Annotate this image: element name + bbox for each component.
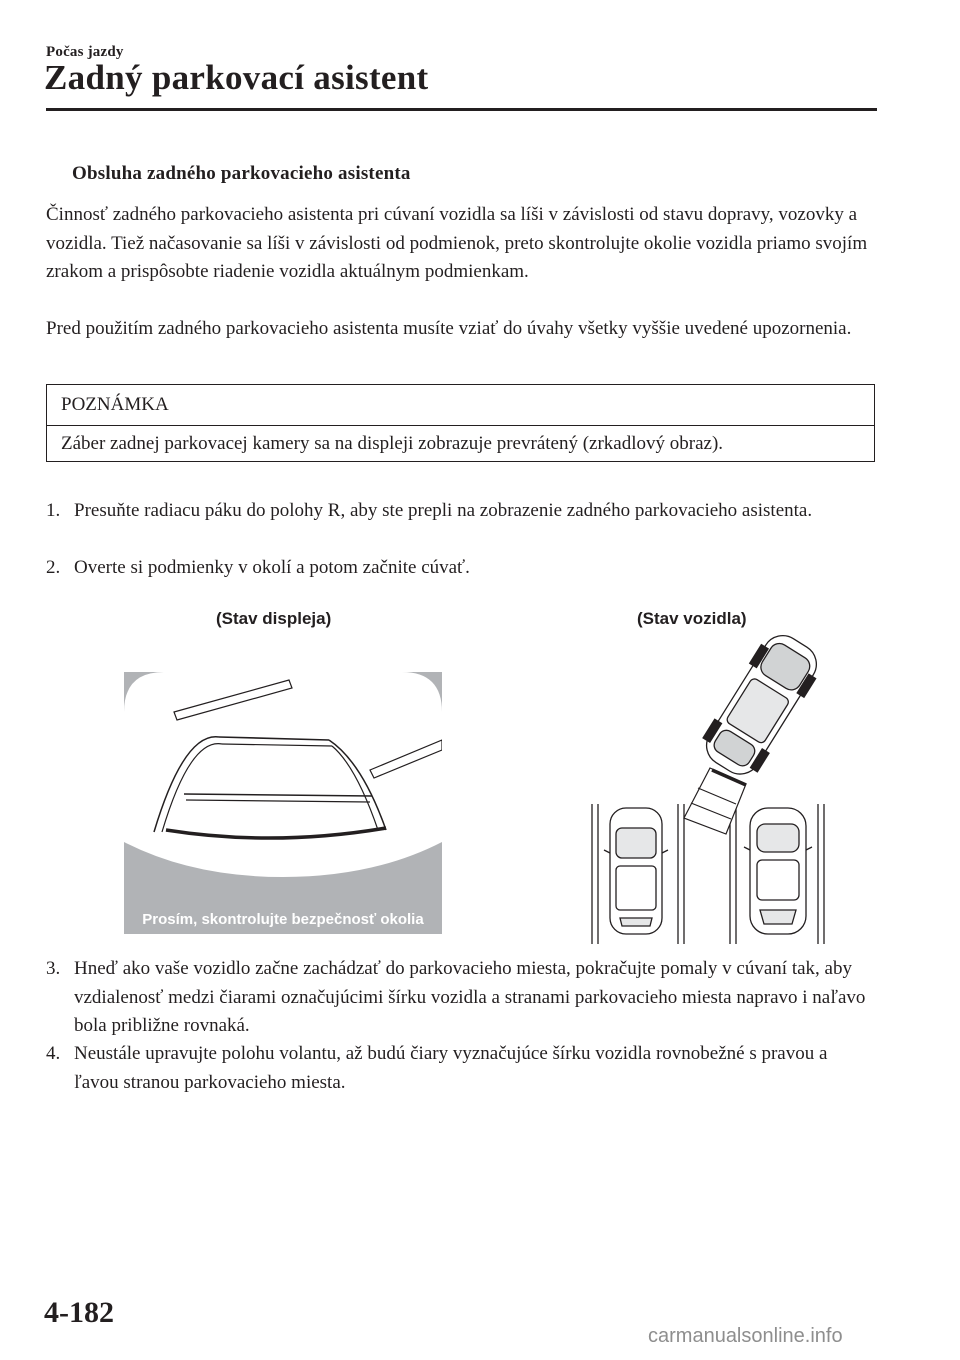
step-item [46,554,876,583]
step-text: Overte si podmienky v okolí a potom začnite cúvať. [74,557,470,578]
step-number: 4. [46,1043,61,1064]
vehicle-state-label: (Stav vozidla) [637,609,747,628]
site-watermark: carmanualsonline.info [648,1325,843,1347]
step-number: 1. [46,500,61,521]
intro-paragraph: Činnosť zadného parkovacieho asistenta pri cúvaní vozidla sa líši v závislosti od stavu dopravy, vozovky a vozidla. Tiež načasovanie sa líši v závislosti od podmienok, preto skontrolujte okolie vozidla priamo svojím zrakom a prispôsobte riadenie vozidla aktuálnym podmienkam. [46,204,868,282]
step-item [46,1040,876,1097]
page-title: Zadný parkovací asistent [44,58,429,97]
note-heading: POZNÁMKA [47,385,874,426]
warning-paragraph: Pred použitím zadného parkovacieho asistenta musíte vziať do úvahy všetky vyššie uvedené upozornenia. [46,318,852,339]
rear-camera-display [124,672,442,934]
step-number: 2. [46,557,61,578]
parking-diagram [580,628,840,948]
title-rule [46,108,877,111]
step-number: 3. [46,958,61,979]
step-text: Presuňte radiacu páku do polohy R, aby ste prepli na zobrazenie zadného parkovacieho asistenta. [74,500,813,521]
step-item [46,497,876,526]
display-warning-message: Prosím, skontrolujte bezpečnosť okolia [142,911,424,928]
step-text: Neustále upravujte polohu volantu, až budú čiary vyznačujúce šírku vozidla rovnobežné s pravou a ľavou stranou parkovacieho miesta. [74,1043,828,1093]
section-heading: Obsluha zadného parkovacieho asistenta [72,163,411,184]
step-item [46,955,876,1041]
display-image [124,672,442,934]
page-number: 4-182 [44,1296,114,1329]
vehicle-state-illustration [580,628,840,948]
note-box [46,384,875,462]
note-text: Záber zadnej parkovacej kamery sa na displeji zobrazuje prevrátený (zrkadlový obraz). [61,433,724,454]
display-state-label: (Stav displeja) [216,609,332,628]
chapter-kicker: Počas jazdy [46,44,124,60]
step-text: Hneď ako vaše vozidlo začne zachádzať do parkovacieho miesta, pokračujte pomaly v cúvaní tak, aby vzdialenosť medzi čiarami označujúcimi šírku vozidla a stranami parkovacieho miesta napravo i naľavo bola približne rovnaká. [74,958,866,1036]
